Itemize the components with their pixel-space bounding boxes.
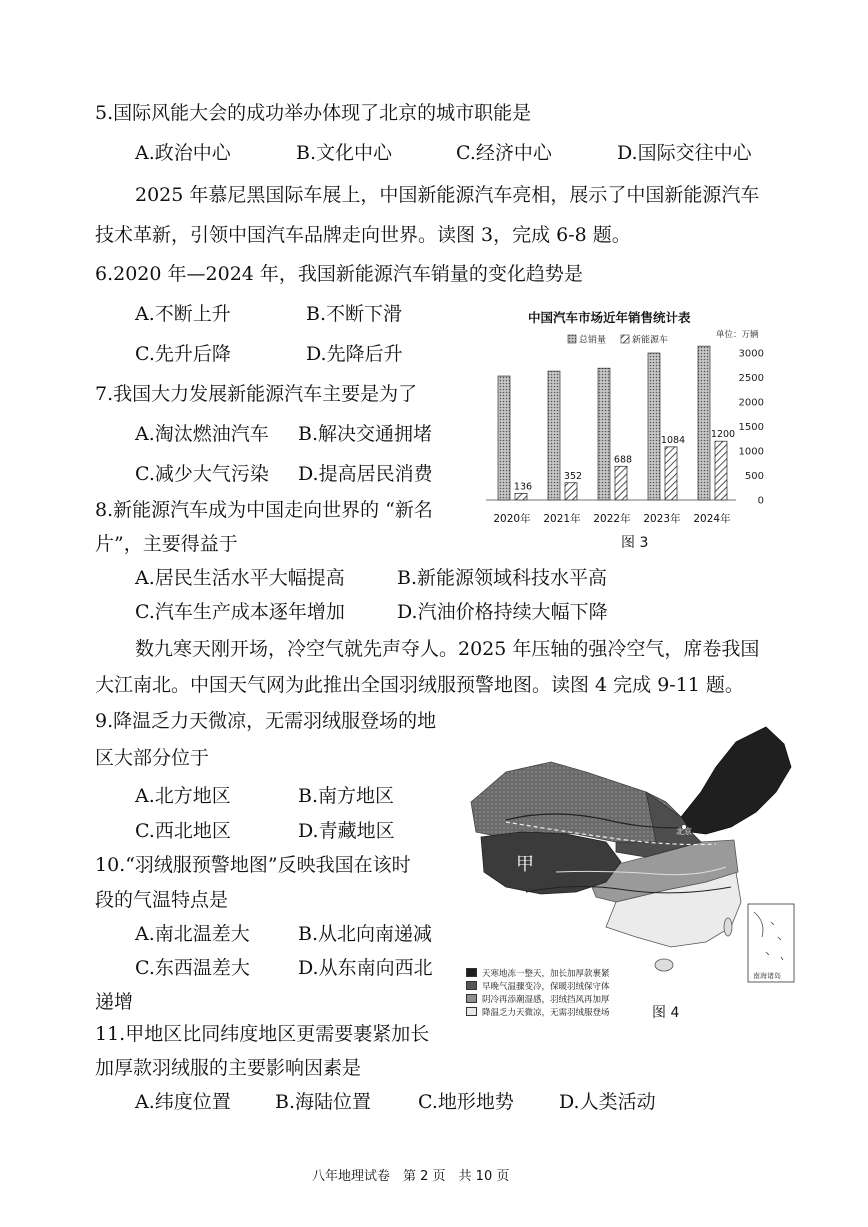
q6-stem: 6.2020 年—2024 年，我国新能源汽车销量的变化趋势是 xyxy=(95,263,583,285)
bar-nev-sales xyxy=(665,447,677,500)
q9-option-b: B.南方地区 xyxy=(298,785,395,807)
legend-item xyxy=(466,992,646,1005)
bar-total-sales xyxy=(548,371,560,500)
map-label-jia: 甲 xyxy=(516,854,534,875)
legend-label: 阴冷再添潮湿感，羽绒挡风再加厚 xyxy=(482,994,610,1005)
q11-option-c: C.地形地势 xyxy=(418,1091,514,1113)
y-tick-label: 1000 xyxy=(738,446,764,458)
q11-stem-line1: 11.甲地区比同纬度地区更需要裹紧加长 xyxy=(95,1023,430,1045)
inset-label: 南海诸岛 xyxy=(753,972,781,980)
q7-option-b: B.解决交通拥堵 xyxy=(298,423,433,445)
legend-swatch xyxy=(466,1007,477,1016)
bar-total-sales xyxy=(698,346,710,500)
bar-nev-sales xyxy=(615,466,627,500)
q9-option-a: A.北方地区 xyxy=(135,785,231,807)
q7-option-d: D.提高居民消费 xyxy=(298,463,433,485)
bar-data-label: 1200 xyxy=(710,429,736,441)
q9-option-c: C.西北地区 xyxy=(135,820,231,842)
intro1-line2: 技术革新，引领中国汽车品牌走向世界。读图 3，完成 6-8 题。 xyxy=(95,224,631,246)
map-label-beijing: 北京 xyxy=(676,827,692,836)
legend-swatch xyxy=(568,335,576,343)
y-tick-label: 2000 xyxy=(738,397,764,409)
legend-label: 早晚气温骤变冷，保暖羽绒保守体 xyxy=(482,981,610,992)
figure3-caption: 图 3 xyxy=(621,535,649,551)
q7-stem: 7.我国大力发展新能源汽车主要是为了 xyxy=(95,383,418,405)
bar-nev-sales xyxy=(715,441,727,500)
x-tick-label: 2022年 xyxy=(593,513,631,525)
legend-label: 总销量 xyxy=(579,335,607,346)
legend-swatch xyxy=(466,968,477,977)
y-tick-label: 3000 xyxy=(738,348,764,360)
q6-option-b: B.不断下滑 xyxy=(306,303,403,325)
q11-stem-line2: 加厚款羽绒服的主要影响因素是 xyxy=(95,1057,362,1079)
q11-option-a: A.纬度位置 xyxy=(135,1091,231,1113)
q8-stem-line2: 片”，主要得益于 xyxy=(95,533,238,555)
legend-label: 新能源车 xyxy=(632,335,669,346)
q6-option-c: C.先升后降 xyxy=(135,343,231,365)
bar-nev-sales xyxy=(515,493,527,500)
map-region-northeast xyxy=(681,727,791,834)
q5-option-a: A.政治中心 xyxy=(135,142,231,164)
y-tick-label: 0 xyxy=(757,495,764,507)
q5-stem: 5.国际风能大会的成功举办体现了北京的城市职能是 xyxy=(95,102,532,124)
q9-stem-line1: 9.降温乏力天微凉，无需羽绒服登场的地 xyxy=(95,710,437,732)
q8-option-a: A.居民生活水平大幅提高 xyxy=(135,567,345,589)
intro2-line1: 数九寒天刚开场，冷空气就先声夺人。2025 年压轴的强冷空气，席卷我国 xyxy=(135,638,760,660)
bar-data-label: 136 xyxy=(513,481,533,493)
bar-data-label: 688 xyxy=(613,454,633,466)
legend-swatch xyxy=(466,981,477,990)
legend-swatch xyxy=(621,335,629,343)
q10-option-c: C.东西温差大 xyxy=(135,957,250,979)
intro2-line2: 大江南北。中国天气网为此推出全国羽绒服预警地图。读图 4 完成 9-11 题。 xyxy=(95,674,744,696)
y-tick-label: 1500 xyxy=(738,422,764,433)
legend-swatch xyxy=(466,994,477,1003)
x-tick-label: 2024年 xyxy=(693,513,731,525)
q10-option-d: D.从东南向西北 xyxy=(298,957,433,979)
x-tick-label: 2021年 xyxy=(543,513,581,525)
q9-stem-line2: 区大部分位于 xyxy=(95,747,210,769)
x-tick-label: 2023年 xyxy=(643,513,681,525)
bar-total-sales xyxy=(648,353,660,500)
bar-chart xyxy=(478,325,768,565)
q11-option-b: B.海陆位置 xyxy=(275,1091,372,1113)
page-footer: 八年地理试卷 第 2 页 共 10 页 xyxy=(312,1169,510,1184)
q8-option-c: C.汽车生产成本逐年增加 xyxy=(135,601,345,623)
y-tick-label: 2500 xyxy=(738,373,764,384)
map-legend xyxy=(466,966,646,1018)
legend-label: 降温乏力天微凉，无需羽绒服登场 xyxy=(482,1007,610,1018)
q9-option-d: D.青藏地区 xyxy=(298,820,395,842)
intro1-line1: 2025 年慕尼黑国际车展上，中国新能源汽车亮相，展示了中国新能源汽车 xyxy=(135,184,760,206)
q7-option-c: C.减少大气污染 xyxy=(135,463,269,485)
legend-item xyxy=(466,979,646,992)
q6-option-d: D.先降后升 xyxy=(306,343,403,365)
figure4-caption: 图 4 xyxy=(652,1005,680,1021)
q10-option-a: A.南北温差大 xyxy=(135,923,250,945)
x-tick-label: 2020年 xyxy=(493,513,531,525)
legend-item xyxy=(466,1005,646,1018)
bar-data-label: 352 xyxy=(563,470,583,482)
unit-label: 单位：万辆 xyxy=(716,330,759,340)
q8-option-d: D.汽油价格持续大幅下降 xyxy=(397,601,608,623)
bar-total-sales xyxy=(598,368,610,500)
q10-option-d-cont: 递增 xyxy=(95,991,134,1013)
bar-nev-sales xyxy=(565,483,577,500)
q6-option-a: A.不断上升 xyxy=(135,303,231,325)
q7-option-a: A.淘汰燃油汽车 xyxy=(135,423,269,445)
q8-stem-line1: 8.新能源汽车成为中国走向世界的 “新名 xyxy=(95,499,433,521)
q11-option-d: D.人类活动 xyxy=(559,1091,656,1113)
q10-option-b: B.从北向南递减 xyxy=(298,923,433,945)
chart-title: 中国汽车市场近年销售统计表 xyxy=(528,310,691,325)
bar-total-sales xyxy=(498,376,510,500)
q5-option-d: D.国际交往中心 xyxy=(617,142,752,164)
legend-label: 天寒地冻一整天，加长加厚款裹紧 xyxy=(482,968,610,979)
bar-data-label: 1084 xyxy=(660,434,686,446)
south-china-sea-inset xyxy=(748,904,794,982)
q5-option-c: C.经济中心 xyxy=(456,142,552,164)
y-tick-label: 500 xyxy=(744,471,764,482)
legend-item xyxy=(466,966,646,979)
q10-stem-line2: 段的气温特点是 xyxy=(95,889,229,911)
q10-stem-line1: 10.“羽绒服预警地图”反映我国在该时 xyxy=(95,854,411,876)
q5-option-b: B.文化中心 xyxy=(296,142,393,164)
q8-option-b: B.新能源领域科技水平高 xyxy=(397,567,608,589)
